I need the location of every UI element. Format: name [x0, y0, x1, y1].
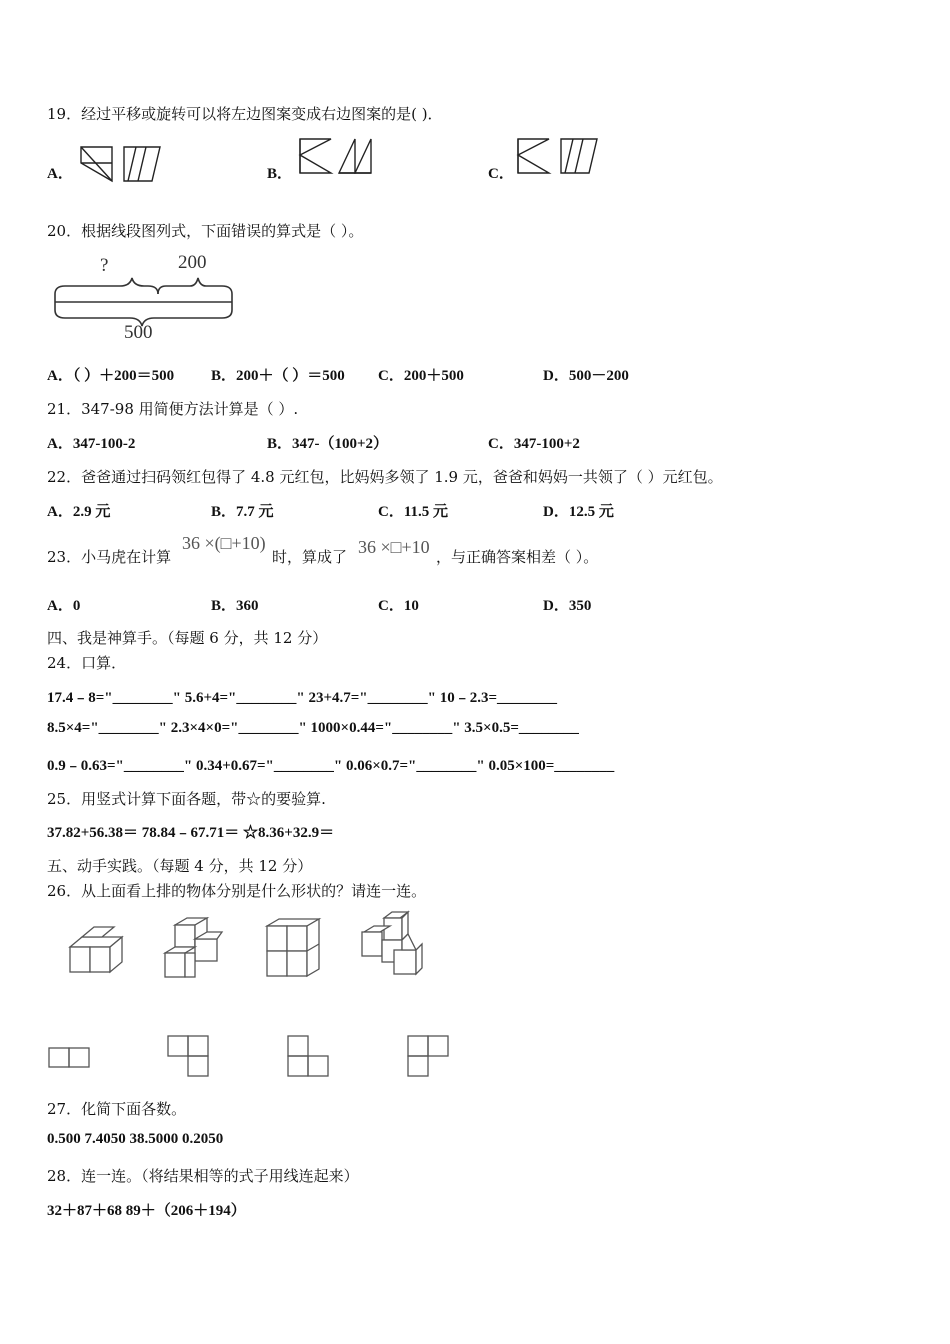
q20-option-a: A．（ ）＋200＝500 — [47, 368, 175, 384]
q20-diagram-part: 200 — [178, 252, 207, 273]
q21-option-a: A．347-100-2 — [47, 436, 136, 452]
q26-solid-1 — [65, 925, 127, 977]
section-5-heading: 五、动手实践。（每题 4 分，共 12 分） — [47, 857, 313, 875]
q22-option-a: A．2.9 元 — [47, 504, 111, 520]
q28-stem: 28．连一连。（将结果相等的式子用线连起来） — [47, 1167, 359, 1185]
q22-option-d: D．12.5 元 — [543, 504, 614, 520]
q27-stem: 27．化简下面各数。 — [47, 1100, 187, 1118]
q24-row-2: 8.5×4="________" 2.3×4×0="________" 1000×0.44="________" 3.5×0.5=________ — [47, 720, 579, 736]
q19-option-b-label: B． — [267, 166, 293, 182]
q19-option-c-figure — [515, 135, 601, 177]
q24-row-3: 0.9﹣0.63="________" 0.34+0.67="________" 0.06×0.7="________" 0.05×100=________ — [47, 758, 615, 774]
q20-diagram-total: 500 — [124, 322, 153, 343]
q19-option-c-label: C． — [488, 166, 514, 182]
q26-view-1 — [47, 1046, 91, 1070]
q20-option-b: B．200＋（ ）＝500 — [211, 368, 345, 384]
q22-option-c: C．11.5 元 — [378, 504, 449, 520]
q26-solid-4 — [356, 910, 426, 980]
q26-solid-3 — [262, 917, 324, 981]
q23-expression-correct: 36 ×(□+10) — [182, 533, 266, 553]
q23-option-a: A．0 — [47, 598, 81, 614]
q25-stem: 25．用竖式计算下面各题，带☆的要验算. — [47, 790, 326, 808]
q26-view-2 — [166, 1034, 212, 1080]
q23-option-c: C．10 — [378, 598, 419, 614]
q21-stem: 21．347-98 用简便方法计算是（ ）. — [47, 400, 299, 418]
q27-numbers: 0.500 7.4050 38.5000 0.2050 — [47, 1131, 224, 1147]
q19-option-a-label: A． — [47, 166, 73, 182]
q20-option-d: D．500－200 — [543, 368, 629, 384]
q23-stem-part-3: ，与正确答案相差（ ）。 — [436, 548, 599, 566]
section-4-heading: 四、我是神算手。（每题 6 分，共 12 分） — [47, 629, 328, 647]
q21-option-c: C．347-100+2 — [488, 436, 580, 452]
q25-expressions: 37.82+56.38＝ 78.84﹣67.71＝ ☆8.36+32.9＝ — [47, 825, 335, 841]
q20-option-c: C．200＋500 — [378, 368, 464, 384]
q26-stem: 26．从上面看上排的物体分别是什么形状的？请连一连。 — [47, 882, 427, 900]
q19-option-a-figure — [78, 143, 164, 185]
q19-option-b-figure — [297, 135, 377, 177]
q23-option-b: B．360 — [211, 598, 259, 614]
q23-stem-part-2: 时，算成了 — [272, 548, 348, 566]
q21-option-b: B．347-（100+2） — [267, 436, 389, 452]
q26-view-4 — [406, 1034, 452, 1080]
q22-option-b: B．7.7 元 — [211, 504, 274, 520]
q22-stem: 22．爸爸通过扫码领红包得了 4.8 元红包，比妈妈多领了 1.9 元，爸爸和妈妈一共领了（ ）元红包。 — [47, 468, 723, 486]
q19-stem: 19．经过平移或旋转可以将左边图案变成右边图案的是( )． — [47, 105, 443, 123]
q20-diagram-unknown: ? — [100, 255, 109, 276]
q23-option-d: D．350 — [543, 598, 592, 614]
q23-stem-part-1: 23．小马虎在计算 — [47, 548, 172, 566]
q20-stem: 20．根据线段图列式，下面错误的算式是（ ）。 — [47, 222, 364, 240]
q28-expressions: 32＋87＋68 89＋（206＋194） — [47, 1203, 246, 1219]
q23-expression-wrong: 36 ×□+10 — [358, 537, 430, 557]
q24-stem: 24．口算． — [47, 654, 127, 672]
q26-solid-2 — [160, 917, 226, 981]
q26-view-3 — [286, 1034, 332, 1080]
q24-row-1: 17.4﹣8="________" 5.6+4="________" 23+4.7="________" 10﹣2.3=________ — [47, 690, 558, 706]
